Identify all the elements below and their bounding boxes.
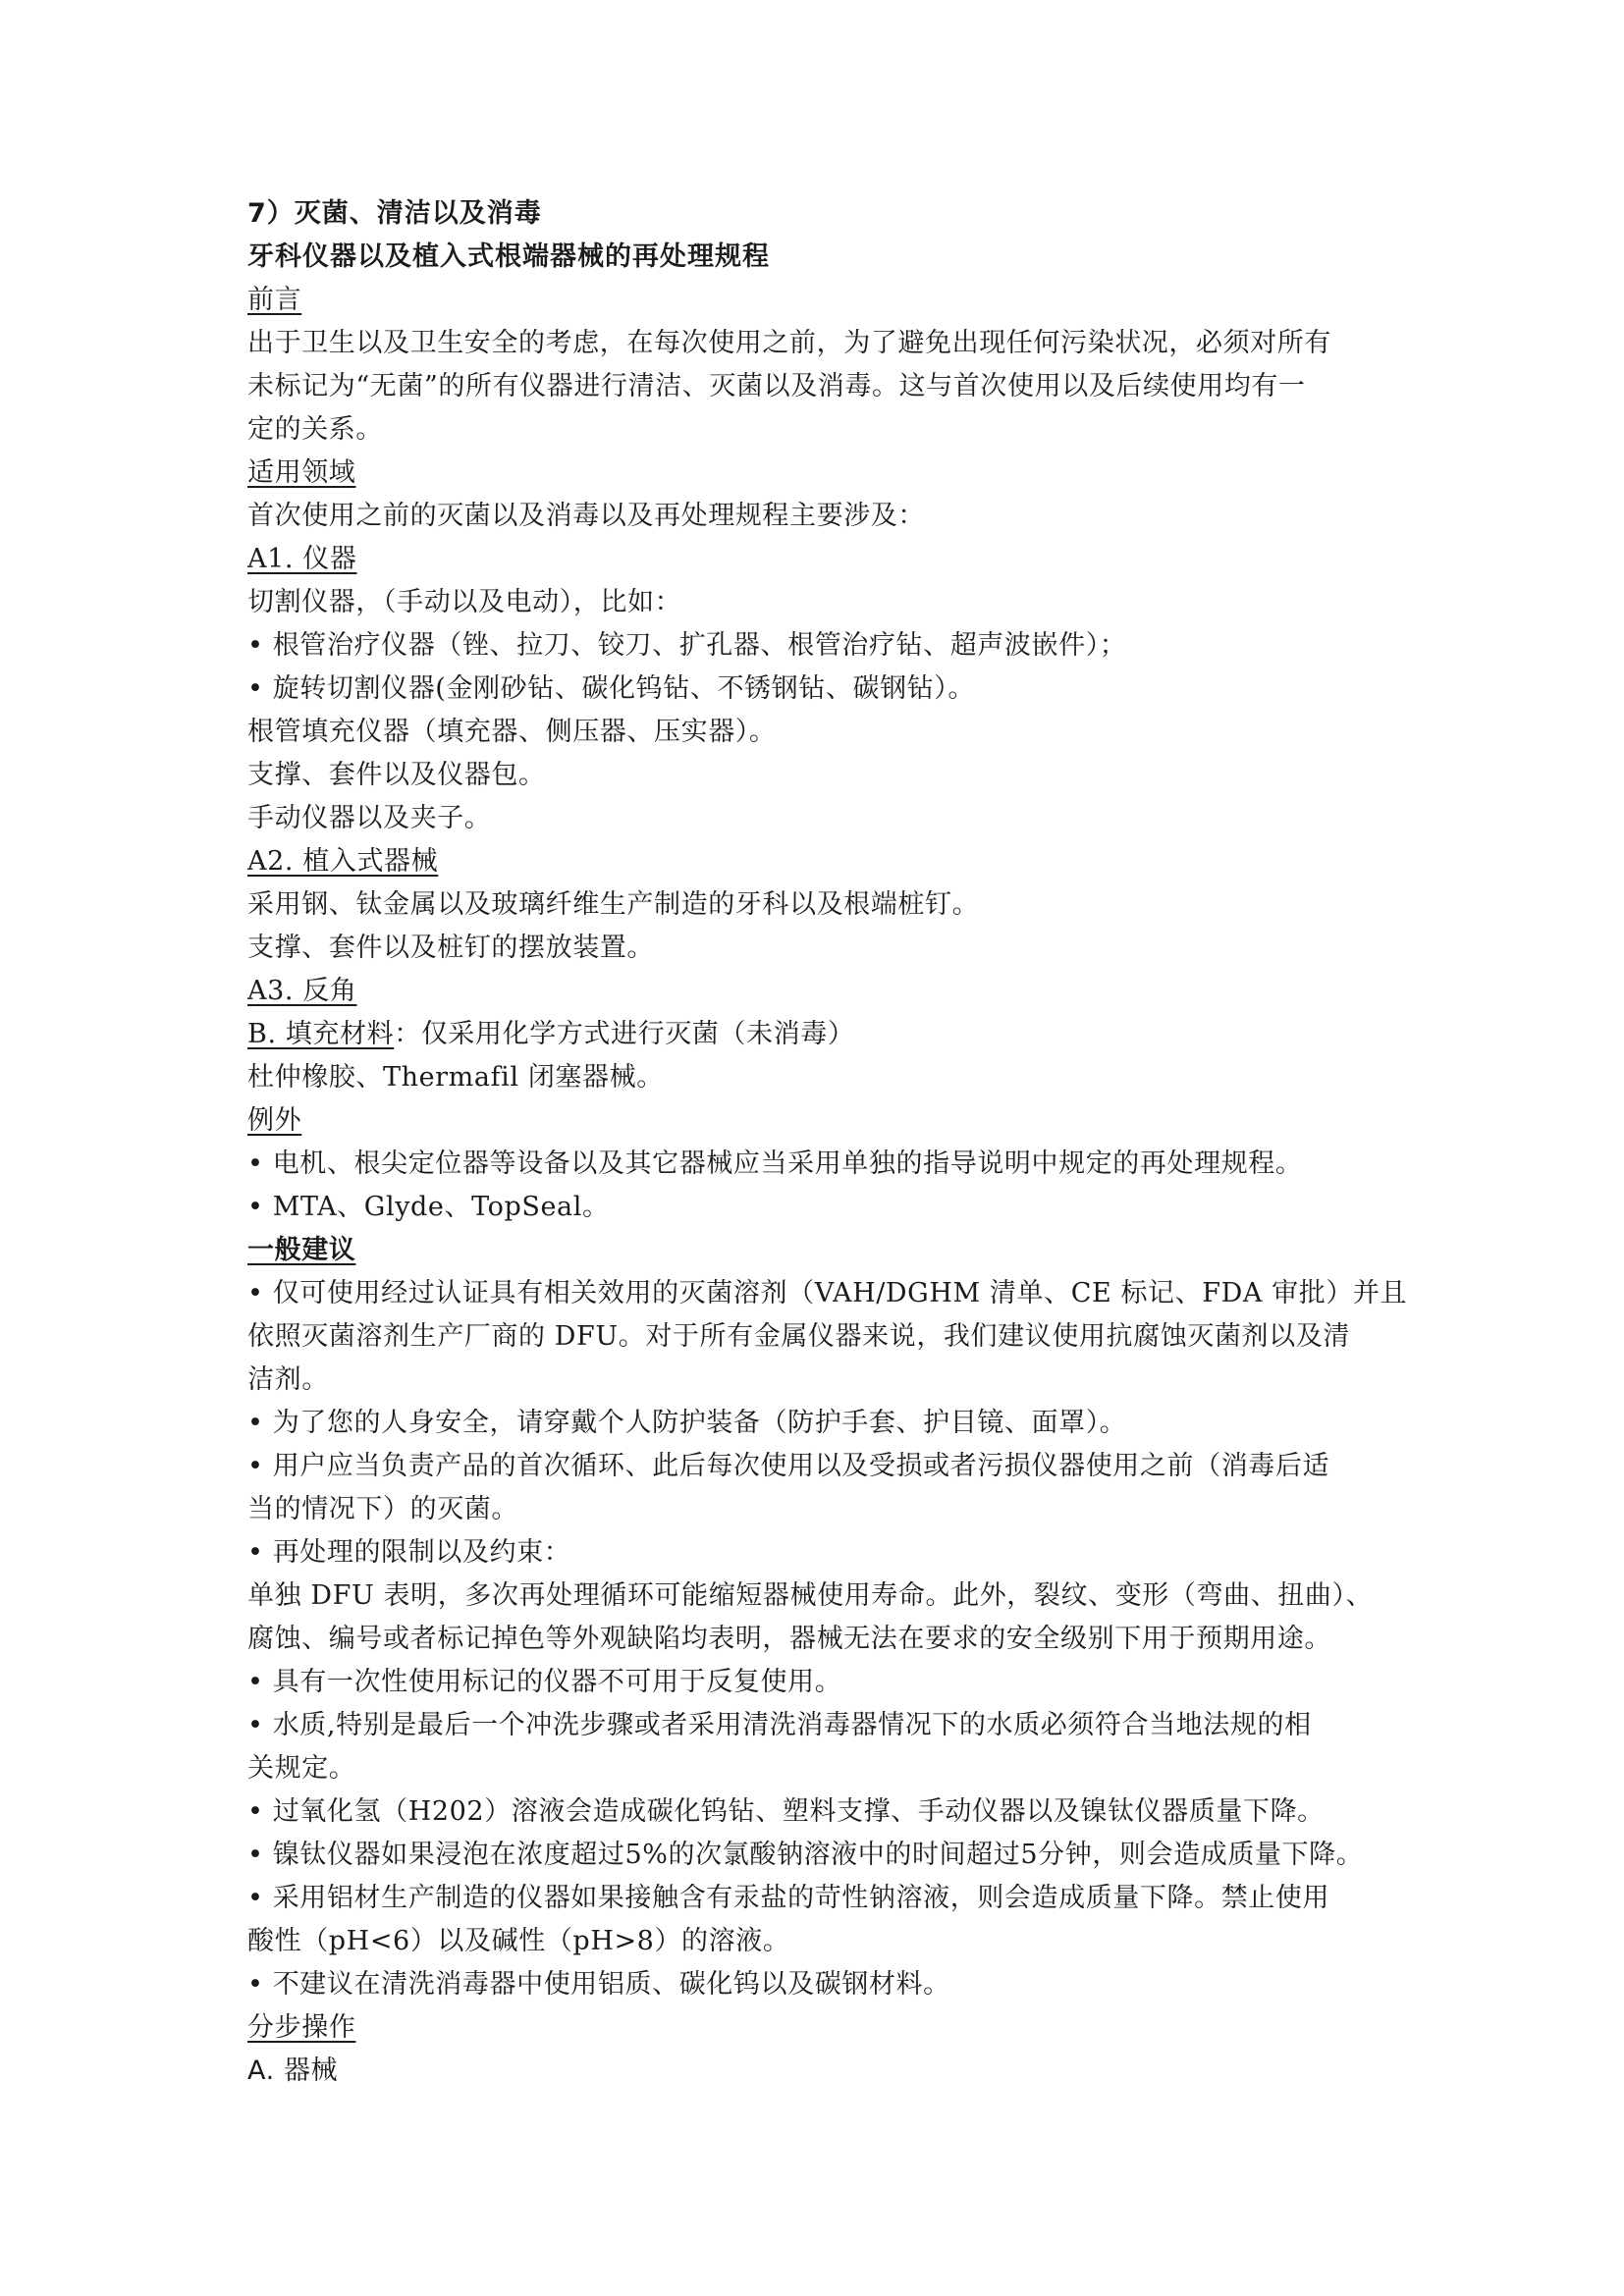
document-subtitle: 牙科仪器以及植入式根端器械的再处理规程 xyxy=(247,241,770,272)
preface-title: 前言 xyxy=(247,285,302,315)
a1-line: 支撑、套件以及仪器包。 xyxy=(247,760,546,790)
recommendation-line: 当的情况下）的灭菌。 xyxy=(247,1494,518,1524)
recommendation-line: 腐蚀、编号或者标记掉色等外观缺陷均表明，器械无法在要求的安全级别下用于预期用途。 xyxy=(247,1624,1331,1654)
recommendation-line: • 再处理的限制以及约束： xyxy=(247,1537,571,1568)
a1-line: 手动仪器以及夹子。 xyxy=(247,803,492,833)
b-title-suffix: ：仅采用化学方式进行灭菌（未消毒） xyxy=(394,1019,855,1049)
a1-title: A1. 仪器 xyxy=(247,544,357,574)
a2-line: 支撑、套件以及桩钉的摆放装置。 xyxy=(247,933,654,963)
recommendation-line: 酸性（pH<6）以及碱性（pH>8）的溶液。 xyxy=(247,1926,790,1956)
recommendation-line: • 仅可使用经过认证具有相关效用的灭菌溶剂（VAH/DGHM 清单、CE 标记、FDA 审批）并且 xyxy=(247,1278,1408,1308)
preface-line: 未标记为“无菌”的所有仪器进行清洁、灭菌以及消毒。这与首次使用以及后续使用均有一 xyxy=(247,371,1306,401)
section-heading: 7）灭菌、清洁以及消毒 xyxy=(247,198,542,229)
a2-title: A2. 植入式器械 xyxy=(247,846,439,877)
steps-title: 分步操作 xyxy=(247,2012,356,2043)
document-page xyxy=(247,192,1408,2093)
recommendation-line: • 具有一次性使用标记的仪器不可用于反复使用。 xyxy=(247,1667,842,1697)
exceptions-line: • 电机、根尖定位器等设备以及其它器械应当采用单独的指导说明中规定的再处理规程。 xyxy=(247,1148,1303,1179)
exceptions-title: 例外 xyxy=(247,1105,302,1136)
scope-title: 适用领域 xyxy=(247,457,356,488)
a1-line: • 根管治疗仪器（锉、拉刀、铰刀、扩孔器、根管治疗钻、超声波嵌件）； xyxy=(247,630,1127,661)
recommendation-line: • 用户应当负责产品的首次循环、此后每次使用以及受损或者污损仪器使用之前（消毒后适 xyxy=(247,1451,1330,1481)
recommendations-title: 一般建议 xyxy=(247,1235,356,1265)
recommendation-line: 关规定。 xyxy=(247,1753,356,1784)
b-line: 杜仲橡胶、Thermafil 闭塞器械。 xyxy=(247,1062,664,1093)
recommendation-line: 单独 DFU 表明，多次再处理循环可能缩短器械使用寿命。此外，裂纹、变形（弯曲、扭曲）、 xyxy=(247,1580,1374,1611)
a3-title: A3. 反角 xyxy=(247,976,357,1006)
b-title: B. 填充材料 xyxy=(247,1019,395,1049)
steps-a: A. 器械 xyxy=(247,2056,339,2086)
recommendation-line: • 水质,特别是最后一个冲洗步骤或者采用清洗消毒器情况下的水质必须符合当地法规的相 xyxy=(247,1710,1312,1740)
recommendation-line: • 过氧化氢（H202）溶液会造成碳化钨钻、塑料支撑、手动仪器以及镍钛仪器质量下降。 xyxy=(247,1796,1325,1827)
recommendation-line: • 不建议在清洗消毒器中使用铝质、碳化钨以及碳钢材料。 xyxy=(247,1969,950,2000)
preface-line: 出于卫生以及卫生安全的考虑，在每次使用之前，为了避免出现任何污染状况，必须对所有 xyxy=(247,328,1331,358)
a1-line: 切割仪器，（手动以及电动），比如： xyxy=(247,587,682,617)
recommendation-line: 依照灭菌溶剂生产厂商的 DFU。对于所有金属仪器来说，我们建议使用抗腐蚀灭菌剂以及清 xyxy=(247,1321,1350,1352)
recommendation-line: • 为了您的人身安全，请穿戴个人防护装备（防护手套、护目镜、面罩）。 xyxy=(247,1408,1127,1438)
a1-line: 根管填充仪器（填充器、侧压器、压实器）。 xyxy=(247,717,777,747)
recommendation-line: • 采用铝材生产制造的仪器如果接触含有汞盐的苛性钠溶液，则会造成质量下降。禁止使用 xyxy=(247,1883,1330,1913)
recommendation-line: 洁剂。 xyxy=(247,1364,329,1395)
scope-intro: 首次使用之前的灭菌以及消毒以及再处理规程主要涉及： xyxy=(247,501,925,531)
a2-line: 采用钢、钛金属以及玻璃纤维生产制造的牙科以及根端桩钉。 xyxy=(247,889,980,920)
recommendation-line: • 镍钛仪器如果浸泡在浓度超过5%的次氯酸钠溶液中的时间超过5分钟，则会造成质量下降。 xyxy=(247,1840,1364,1870)
exceptions-line: • MTA、Glyde、TopSeal。 xyxy=(247,1192,610,1222)
a1-line: • 旋转切割仪器(金刚砂钻、碳化钨钻、不锈钢钻、碳钢钻）。 xyxy=(247,673,975,704)
preface-line: 定的关系。 xyxy=(247,414,383,445)
